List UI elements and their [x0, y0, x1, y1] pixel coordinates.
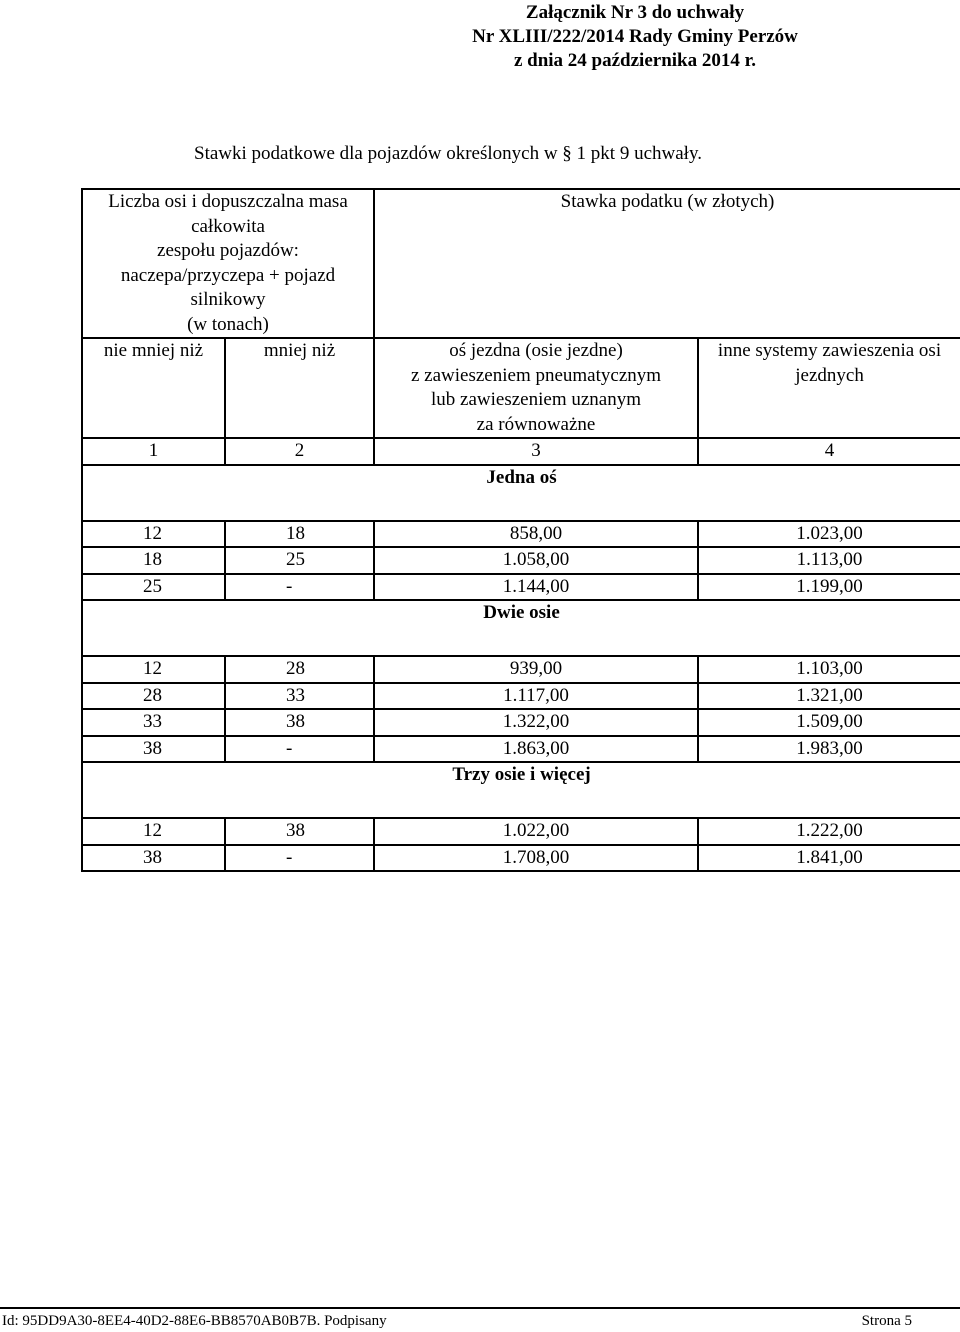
section-title: Trzy osie i więcej	[82, 762, 960, 818]
cell-rate-pneumatic: 939,00	[374, 656, 698, 683]
cell-rate-pneumatic: 1.863,00	[374, 736, 698, 763]
col-header-pneumatic-line: lub zawieszeniem uznanym	[431, 389, 641, 410]
cell-min: 38	[82, 845, 225, 872]
cell-min: 33	[82, 709, 225, 736]
table-row	[82, 845, 960, 872]
cell-max: 38	[225, 818, 374, 845]
tax-rate-header: Stawka podatku (w złotych)	[374, 189, 960, 338]
cell-rate-pneumatic: 1.322,00	[374, 709, 698, 736]
cell-rate-other: 1.983,00	[698, 736, 960, 763]
axes-mass-header-line: silnikowy	[190, 289, 266, 310]
cell-max: 28	[225, 656, 374, 683]
col-header-other-line: jezdnych	[795, 364, 864, 386]
axes-mass-header-line: (w tonach)	[187, 313, 269, 335]
cell-rate-other: 1.222,00	[698, 818, 960, 845]
cell-min: 12	[82, 656, 225, 683]
col-header-pneumatic-line: za równoważne	[476, 413, 596, 435]
cell-rate-pneumatic: 1.708,00	[374, 845, 698, 872]
cell-rate-pneumatic: 1.144,00	[374, 574, 698, 601]
header-line-1: Załącznik Nr 3 do uchwały	[525, 2, 745, 23]
col-header-less-than: mniej niż	[225, 338, 374, 438]
col-header-other-line: inne systemy zawieszenia osi	[717, 340, 942, 361]
cell-max: 18	[225, 521, 374, 548]
cell-rate-other: 1.113,00	[698, 547, 960, 574]
cell-min: 18	[82, 547, 225, 574]
col-header-not-less-than: nie mniej niż	[82, 338, 225, 438]
col-header-other-systems	[698, 338, 960, 438]
cell-rate-pneumatic: 1.058,00	[374, 547, 698, 574]
axes-mass-header-line: naczepa/przyczepa + pojazd	[120, 264, 336, 286]
col-header-pneumatic	[374, 338, 698, 438]
axes-mass-header-line: zespołu pojazdów:	[157, 240, 299, 261]
column-number: 2	[225, 438, 374, 465]
tax-rates-table	[81, 188, 960, 872]
axes-mass-header-line: całkowita	[191, 215, 265, 237]
cell-rate-other: 1.841,00	[698, 845, 960, 872]
cell-min: 25	[82, 574, 225, 601]
cell-min: 28	[82, 683, 225, 710]
axes-mass-header	[82, 189, 374, 338]
header-line-2: Nr XLIII/222/2014 Rady Gminy Perzów	[472, 26, 798, 47]
axes-mass-header-line: Liczba osi i dopuszczalna masa	[108, 191, 348, 212]
table-row	[82, 521, 960, 548]
col-header-pneumatic-line: oś jezdna (osie jezdne)	[449, 340, 623, 361]
table-row	[82, 736, 960, 763]
footer-page-number: Strona 5	[861, 1313, 912, 1329]
cell-rate-pneumatic: 1.022,00	[374, 818, 698, 845]
document-footer	[0, 1307, 960, 1329]
table-row	[82, 547, 960, 574]
column-number: 1	[82, 438, 225, 465]
cell-rate-other: 1.199,00	[698, 574, 960, 601]
cell-rate-pneumatic: 1.117,00	[374, 683, 698, 710]
table-row	[82, 656, 960, 683]
table-row	[82, 818, 960, 845]
table-row	[82, 709, 960, 736]
cell-max: 38	[225, 709, 374, 736]
col-header-pneumatic-line: z zawieszeniem pneumatycznym	[410, 364, 662, 386]
cell-min: 12	[82, 521, 225, 548]
cell-rate-pneumatic: 858,00	[374, 521, 698, 548]
cell-rate-other: 1.509,00	[698, 709, 960, 736]
cell-min: 38	[82, 736, 225, 763]
header-line-3: z dnia 24 października 2014 r.	[513, 50, 757, 71]
table-row	[82, 574, 960, 601]
cell-max: 33	[225, 683, 374, 710]
document-header	[455, 1, 815, 73]
section-title: Dwie osie	[82, 600, 960, 656]
cell-rate-other: 1.321,00	[698, 683, 960, 710]
table-row	[82, 683, 960, 710]
cell-max: 25	[225, 547, 374, 574]
cell-rate-other: 1.103,00	[698, 656, 960, 683]
column-number: 4	[698, 438, 960, 465]
cell-rate-other: 1.023,00	[698, 521, 960, 548]
section-title: Jedna oś	[82, 465, 960, 521]
page-subtitle: Stawki podatkowe dla pojazdów określonych w § 1 pkt 9 uchwały.	[194, 143, 702, 164]
cell-max: -	[225, 574, 374, 601]
cell-max: -	[225, 736, 374, 763]
footer-document-id: Id: 95DD9A30-8EE4-40D2-88E6-BB8570AB0B7B. Podpisany	[2, 1313, 387, 1329]
column-number: 3	[374, 438, 698, 465]
cell-min: 12	[82, 818, 225, 845]
cell-max: -	[225, 845, 374, 872]
